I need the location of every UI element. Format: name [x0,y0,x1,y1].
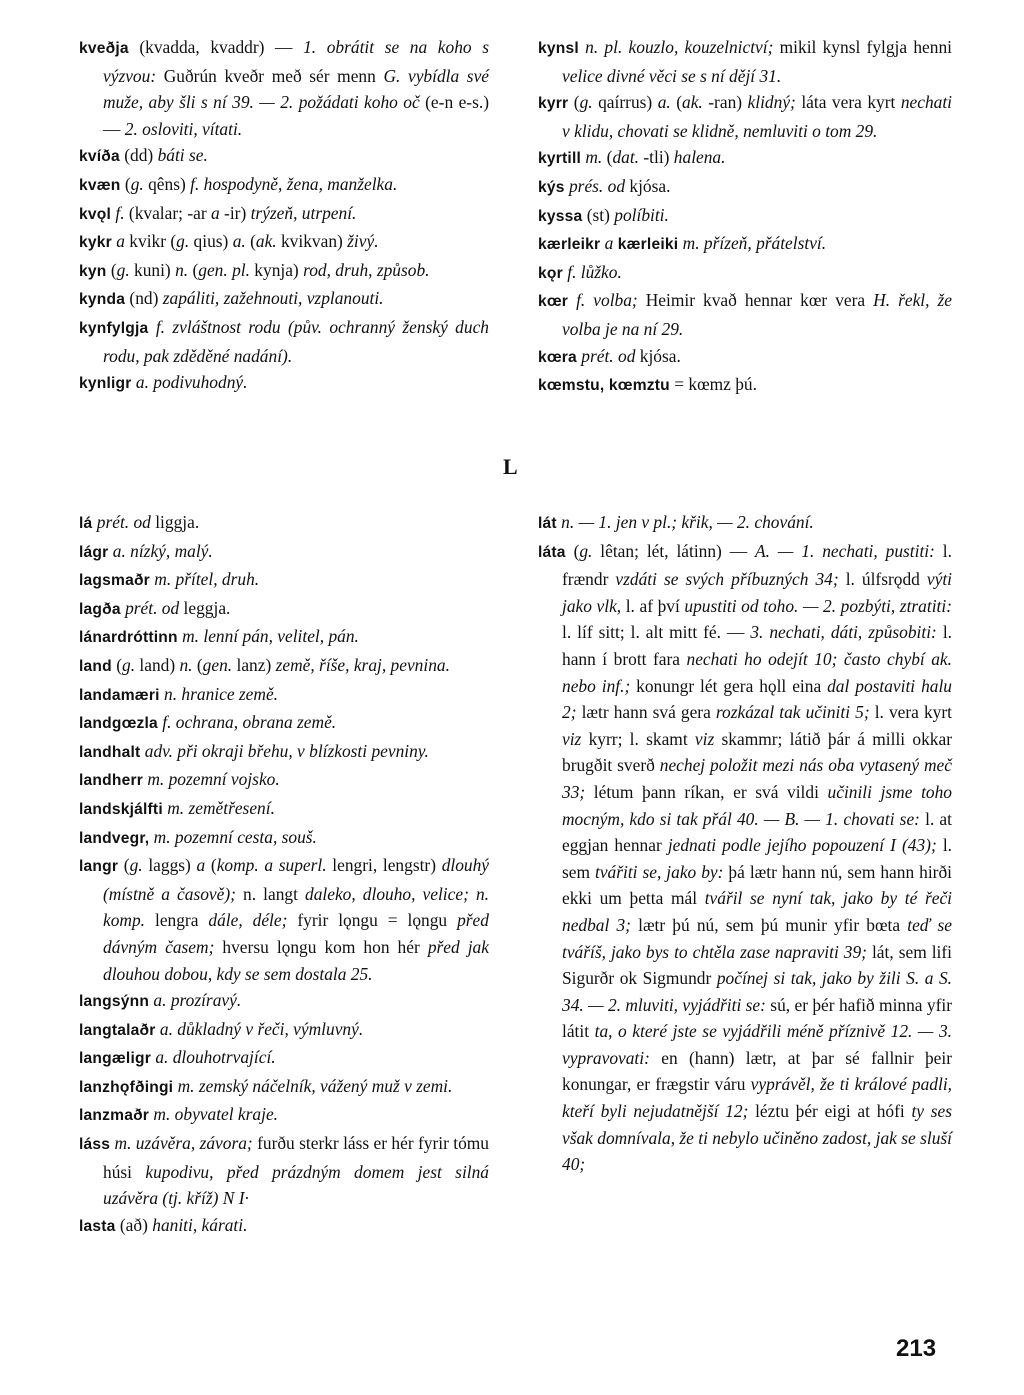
entry-translation: ty ses však domnívala, že ti nebylo učiněno zadost, jak se sluší 40; [562,1101,952,1175]
entry-translation: H. řekl, že volba je na ní 29. [562,290,952,339]
entry-translation: vzdáti se svých příbuzných 34; [615,569,839,590]
entry-translation: trýzeň, utrpení. [250,202,357,223]
dictionary-entry [79,1044,489,1073]
entry-translation: živý. [347,231,379,252]
dictionary-entry [79,766,489,795]
entry-translation: m. přízeň, přátelství. [682,233,827,254]
entry-translation: a [116,231,125,252]
dictionary-entry [538,538,952,1178]
entry-translation: a. prozíravý. [153,990,242,1011]
entry-translation: ak. [682,92,703,113]
entry-text: ( [565,540,580,561]
entry-headword: kvæn [79,176,121,194]
entry-translation: prét. od [581,345,636,366]
entry-headword: landskjálfti [79,800,163,818]
entry-text [148,317,155,337]
entry-text: ( [111,654,122,675]
entry-headword: lá [79,515,93,532]
entry-translation: prét. od [96,512,151,532]
entry-headword: land [79,657,112,675]
dictionary-entry [79,538,489,567]
entry-headword: lagsmaðr [79,572,150,590]
entry-text: mikil kynsl fylgja henni [773,37,952,57]
entry-translation: dále, déle; [208,910,288,931]
entry-translation: a. [657,92,671,113]
entry-text: (e-n e-s.) — [103,92,489,139]
dictionary-entry [79,314,489,369]
entry-translation: ta, o které jste se vyjádřili méně příznivě 12. — 3. vypravovati: [562,1021,952,1068]
entry-headword: kœr [538,293,569,311]
entry-text: n. langt [235,883,306,904]
column-bottom-left [79,509,489,1240]
entry-text: -ir) [219,202,251,223]
entry-text: land) [135,654,180,675]
entry-translation: n. [179,654,193,675]
dictionary-entry [538,34,952,89]
entry-headword: lanzhǫfðingi [79,1078,174,1096]
dictionary-entry [538,343,952,372]
entry-text [568,290,576,310]
entry-headword: kvíða [79,148,120,166]
entry-translation: f. lůžko. [567,261,622,282]
dictionary-entry [79,852,489,987]
entry-translation: m. obyvatel kraje. [153,1104,279,1125]
column-top-left [79,34,489,398]
entry-text: qius) [189,231,233,252]
entry-text: konungr lét gera hǫll eina [630,675,828,696]
entry-text: qaírrus) [592,92,658,113]
entry-translation: a [604,233,614,254]
entry-translation: g. [579,92,593,113]
entry-translation: a [196,855,206,876]
entry-translation: m. zemětřesení. [167,797,275,818]
entry-translation: kupodivu, před prázdným domem jest silná uzávěra (tj. kříž) N I· [103,1161,489,1209]
entry-translation: před jak dlouhou dobou, kdy se sem dostala 25. [103,936,489,984]
entry-headword: lát [538,515,557,532]
entry-headword: kœmstu, kœmztu [538,377,670,395]
dictionary-entry [538,230,952,259]
entry-translation: viz [562,728,582,749]
entry-translation: báti se. [157,145,208,166]
entry-text: -tli) [639,147,674,168]
entry-text: laggs) [142,855,197,876]
dictionary-entry [538,287,952,342]
entry-translation: gen. pl. [198,259,250,280]
entry-translation: gen. [202,654,233,675]
entry-translation: nechej položit mezi nás oba vytasený meč 33; [562,755,952,802]
entry-translation: n. [175,259,189,280]
entry-headword: kynda [79,291,126,309]
entry-translation: g. [116,259,130,280]
dictionary-entry [79,142,489,171]
entry-text: lengra [145,910,209,931]
entry-text: hversu lǫngu kom hon hér [214,936,428,957]
entry-headword: landamæri [79,686,160,704]
dictionary-entry [538,371,952,400]
dictionary-entry [79,595,489,624]
entry-translation: G. vybídla své muže, aby šli s ní 39. — 2. požádati koho oč [103,65,490,113]
entry-text: ( [670,92,683,113]
entry-text: lanz) [232,654,276,675]
entry-headword: langsýnn [79,993,150,1011]
entry-headword: láss [79,1136,111,1154]
entry-translation: A. — 1. nechati, pustiti: [755,540,935,561]
entry-translation: výti jako vlk, [562,569,953,616]
entry-headword: lágr [79,543,109,561]
entry-translation: dat. [612,147,640,168]
entry-text: ( [192,654,203,675]
entry-translation: dlouhý (místně a časově); [103,855,490,904]
entry-translation: 3. nechati, dáti, způsobiti: [750,622,937,643]
entry-text: ( [568,92,580,113]
dictionary-entry [79,369,489,398]
entry-text: kjósa. [625,175,671,196]
entry-translation: před dávným časem; [103,910,489,957]
entry-translation: g. [129,855,143,876]
entry-translation: klidný; [747,92,796,113]
entry-text: -ran) [702,92,748,113]
entry-translation: m. [585,147,603,168]
entry-headword: landherr [79,772,143,790]
entry-text: Guðrún kveðr með sér menn [156,65,384,86]
entry-translation: nechati v klidu, chovati se klidně, nemluviti o tom 29. [562,92,953,141]
entry-headword: kyrtill [538,150,582,168]
dictionary-entry [79,652,489,681]
dictionary-entry [79,200,489,229]
entry-translation: země, říše, kraj, pevnina. [275,654,450,675]
entry-headword: lagða [79,600,121,618]
entry-translation: viz [694,728,715,749]
column-bottom-right [538,509,952,1178]
dictionary-entry [538,144,952,173]
entry-translation: g. [122,654,136,675]
entry-text: l. úlfsrǫdd [838,569,927,590]
entry-translation: tvářil se nyní tak, jako by té řeči nedbal 3; [562,888,952,935]
entry-text: kyrr; l. skamt [581,728,695,749]
entry-text: (st) [582,204,615,225]
dictionary-entry [79,1101,489,1130]
entry-text: l. vera kyrt [869,702,952,723]
entry-headword: kveðja [79,40,129,57]
entry-text: leggja. [179,597,231,618]
dictionary-entry [79,987,489,1016]
entry-translation: 1. obrátit se na koho s výzvou: [103,37,489,86]
entry-text: l. af því [621,595,685,616]
dictionary-entry [79,509,489,538]
entry-translation: jednati podle jejího popouzení I (43); [667,835,937,856]
dictionary-entry [538,259,952,288]
entry-headword: langr [79,858,119,876]
entry-headword: landhalt [79,743,141,761]
entry-text: kuni) [129,259,176,280]
entry-translation: zapáliti, zažehnouti, vzplanouti. [162,288,384,309]
entry-translation: počínej si tak, jako by žili S. a S. 34. — 2. mluviti, vyjádřiti se: [562,968,953,1015]
dictionary-entry [79,566,489,595]
entry-translation: učinili jsme toho mocným, kdo si tak přál 40. — B. — 1. chovati se: [562,781,952,829]
entry-translation: komp. a superl. [216,855,327,876]
entry-translation: g. [130,173,144,194]
entry-translation: m. pozemní cesta, souš. [153,826,317,847]
entry-text: kjósa. [635,345,681,366]
entry-translation: teď se tváříš, jako bys to chtěla zase napraviti 39; [562,914,953,962]
entry-translation: a. dlouhotrvající. [155,1047,276,1068]
entry-headword: landvegr, [79,829,150,847]
entry-text: furðu sterkr láss er hér fyrir tómu húsi [103,1133,489,1182]
entry-text: (kvadda, kvaddr) — [128,37,304,57]
entry-text: ( [245,231,256,252]
entry-text: lát, sem lifi Sigurðr ok Sigmundr [562,941,953,989]
dictionary-entry [79,709,489,738]
entry-headword: langæligr [79,1050,151,1068]
entry-translation: 2. osloviti, vítati. [124,118,243,139]
entry-headword: kvǫl [79,205,112,223]
entry-translation: a. důkladný v řeči, výmluvný. [159,1018,364,1039]
entry-text: l. at eggjan hennar [562,808,952,856]
dictionary-entry [79,738,489,767]
entry-headword: kykr [79,234,112,252]
entry-translation: políbiti. [614,204,669,225]
entry-translation: f. [115,202,125,223]
entry-text: fyrir lǫngu = lǫngu [287,910,458,931]
column-top-right [538,34,952,400]
entry-text: l. sem [562,835,952,882]
entry-translation: upustiti od toho. — 2. pozbýti, ztratiti: [684,595,952,616]
dictionary-entry [79,1212,489,1241]
entry-translation: f. zvláštnost rodu (pův. ochranný ženský duch rodu, pak zděděné nadání). [103,316,489,366]
entry-translation: daleko, dlouho, velice; n. komp. [103,883,489,931]
dictionary-entry [79,257,489,286]
entry-translation: vyprávěl, že ti králové padli, kteří byli nejudatnější 12; [562,1074,953,1122]
dictionary-entry [79,228,489,257]
entry-text: lêtan; lét, látinn) — [592,540,756,561]
entry-text: skammr; látið þár á milli okkar brugðit sverð [562,728,952,776]
dictionary-entry [79,824,489,853]
entry-headword: kǫr [538,264,563,282]
entry-headword: lánardróttinn [79,629,178,647]
entry-text: ( [602,147,613,168]
dictionary-entry [79,285,489,314]
entry-headword: kærleikr [538,236,601,254]
dictionary-entry [538,89,952,144]
entry-translation: haniti, kárati. [152,1214,248,1235]
entry-translation: nechati ho odejít 10; často chybí ak. nebo inf.; [562,648,952,696]
entry-text: ( [120,173,131,194]
entry-text: láta vera kyrt [795,92,901,113]
entry-text: en (hann) lætr, at þar sé fallnir þeir konungar, er frægstir váru [562,1047,952,1095]
entry-translation: a. nízký, malý. [112,540,213,561]
entry-translation: a. podivuhodný. [135,372,248,393]
entry-headword: kýs [538,178,565,196]
entry-headword: kyrr [538,95,569,113]
dictionary-entry [79,681,489,710]
entry-headword: langtalaðr [79,1021,156,1039]
entry-translation: tvářiti se, jako by: [595,861,724,882]
entry-text: kynja) [249,259,304,280]
entry-headword: kærleiki [617,236,679,254]
entry-translation: n. hranice země. [164,683,279,704]
entry-text: Heimir kvað hennar kœr vera [637,290,874,311]
entry-text: létum þann ríkan, er svá vildi [585,781,828,802]
entry-headword: landgœzla [79,715,158,733]
entry-translation: f. volba; [576,290,638,311]
entry-headword: kynligr [79,375,132,393]
dictionary-entry [79,1073,489,1102]
entry-headword: kynsl [538,40,579,57]
dictionary-entry [79,795,489,824]
entry-text: lengri, lengstr) [326,855,442,876]
entry-headword: kynfylgja [79,319,149,337]
entry-translation: velice divné věci se s ní dějí 31. [562,65,782,86]
page-number: 213 [896,1335,937,1362]
entry-headword: kyn [79,262,107,280]
entry-translation: m. lenní pán, velitel, pán. [182,626,359,647]
dictionary-entry [79,623,489,652]
entry-translation: a. [232,231,246,252]
entry-translation: halena. [673,147,726,168]
entry-translation: g. [176,231,190,252]
entry-text: sú, er þér hafið minna yfir látit [562,994,952,1042]
dictionary-entry [79,171,489,200]
entry-text: (kvalar; -ar [124,202,211,223]
entry-headword: kœra [538,348,577,366]
entry-text: léztu þér eigi at hófi [748,1101,912,1122]
entry-translation: rod, druh, způsob. [303,259,430,280]
entry-translation: g. [579,540,593,561]
entry-translation: f. ochrana, obrana země. [162,712,337,733]
entry-text: þá lætr hann nú, sem hann hirði ekki um þetta mál [562,861,952,909]
entry-translation: ak. [255,231,277,252]
entry-translation: n. pl. kouzlo, kouzelnictví; [585,37,774,57]
entry-headword: kyssa [538,207,583,225]
dictionary-entry [538,173,952,202]
entry-translation: m. uzávěra, závora; [114,1133,253,1154]
entry-headword: lanzmaðr [79,1107,150,1125]
entry-text: ( [118,855,130,876]
entry-text: ( [188,259,199,280]
entry-text: (að) [115,1214,153,1235]
dictionary-entry [79,1130,489,1212]
entry-text: (dd) [119,145,158,166]
entry-text: = kœmz þú. [669,374,757,395]
entry-translation: m. přítel, druh. [154,569,260,590]
entry-text: l. líf sitt; l. alt mitt fé. — [562,622,751,643]
entry-text: ( [205,855,217,876]
entry-translation: dal postaviti halu 2; [562,675,952,723]
entry-text: l. hann í brott fara [562,622,952,669]
entry-translation: rozkázal tak učiniti 5; [715,702,870,723]
entry-text: liggja. [150,512,200,532]
dictionary-entry [538,202,952,231]
entry-translation: n. — 1. jen v pl.; křik, — 2. chování. [561,512,814,532]
entry-text: qêns) [143,173,191,194]
entry-translation: m. zemský náčelník, vážený muž v zemi. [177,1075,453,1096]
dictionary-entry [79,34,489,142]
entry-text: lætr hann svá gera [576,702,716,723]
entry-text: lætr þú nú, sem þú munir yfir bœta [630,914,908,935]
entry-headword: láta [538,543,566,561]
entry-translation: prés. od [568,175,626,196]
entry-translation: a [210,202,220,223]
entry-text: (nd) [125,288,163,309]
entry-headword: lasta [79,1217,116,1235]
entry-translation: adv. při okraji břehu, v blízkosti pevniny. [144,740,429,761]
entry-text: l. frændr [562,540,952,590]
entry-translation: prét. od [125,597,180,618]
entry-text: kvikvan) [276,231,348,252]
section-letter: L [503,454,518,479]
entry-translation: f. hospodyně, žena, manželka. [190,173,398,194]
dictionary-entry [538,509,952,538]
entry-text: ( [106,259,117,280]
entry-text: kvikr ( [124,231,177,252]
dictionary-entry [79,1016,489,1045]
entry-translation: m. pozemní vojsko. [147,769,280,790]
